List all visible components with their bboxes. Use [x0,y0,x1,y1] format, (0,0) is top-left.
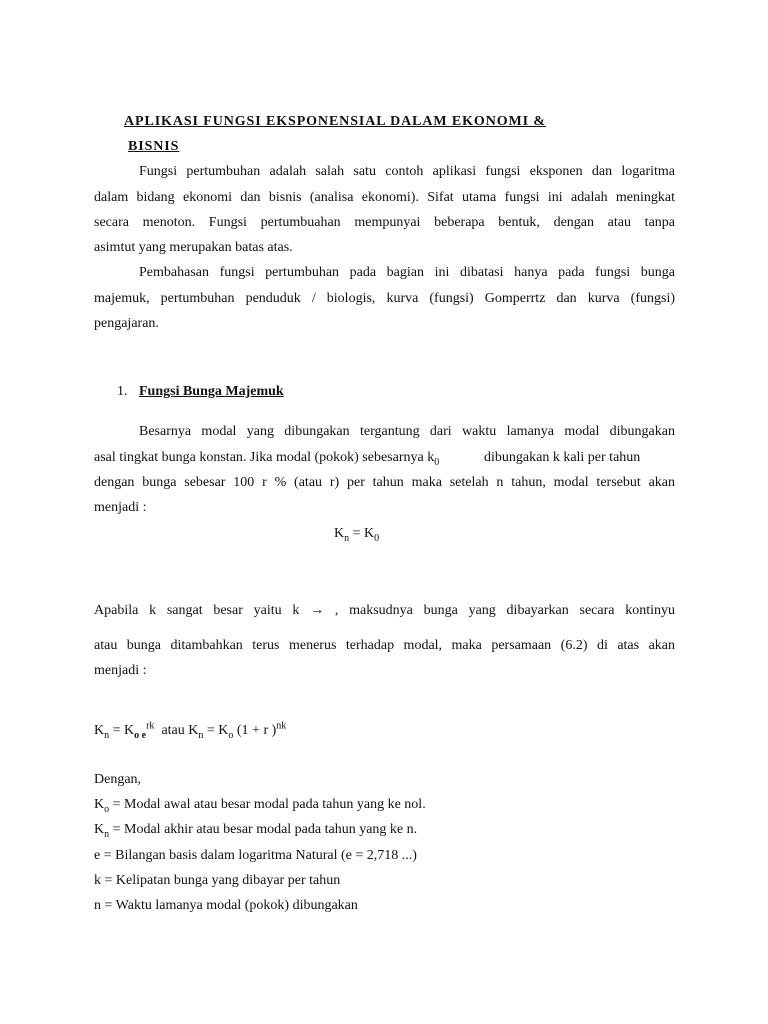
intro-p1-line2: dalam bidang ekonomi dan bisnis (analisa ekonomi). Sifat utama fungsi ini adalah meningkat [94,190,675,205]
intro-p1-line3: secara menoton. Fungsi pertumbuahan mempunyai beberapa bentuk, dengan atau tanpa [94,215,675,230]
def-n-sym: n [94,898,101,913]
section-p1-line2b: dibungakan k kali per tahun [484,450,641,465]
def-kn-text: = Modal akhir atau besar modal pada tahun yang ke n. [109,822,418,837]
def-k0-sub: o [104,803,110,815]
def-k-sym: k [94,873,101,888]
def-k-text: = Kelipatan bunga yang dibayar per tahun [101,873,341,888]
intro-p2-line1: Pembahasan fungsi pertumbuhan pada bagian ini dibatasi hanya pada fungsi bunga [139,265,675,280]
section-p1-line2-text: asal tingkat bunga konstan. Jika modal (pokok) sebesarnya k [94,450,435,465]
formula2-a-sub: n [104,729,110,741]
def-k0-sym: K [94,797,105,812]
section-p2-line1: Apabila k sangat besar yaitu k → , maksudnya bunga yang dibayarkan secara kontinyu [94,603,675,618]
section-p1-line2a [94,449,439,467]
def-e-sym: e [94,848,101,863]
def-kn-sym: K [94,822,105,837]
formula1-lhs: K [334,526,345,541]
formula2-e-sup: nk [276,720,287,732]
k0-subscript: 0 [434,456,440,468]
dengan-label: Dengan, [94,772,142,787]
section-p2-line2: atau bunga ditambahkan terus menerus terhadap modal, maka persamaan (6.2) di atas akan [94,638,675,653]
formula1-eq: = K [349,526,375,541]
formula1-rhs-sub: 0 [374,532,380,544]
def-k0-text: = Modal awal atau besar modal pada tahun yang ke nol. [109,797,426,812]
def-kn [94,821,417,839]
formula2-b-sup: rk [146,720,155,732]
def-kn-sub: n [104,828,110,840]
intro-p2-line3: pengajaran. [94,316,159,331]
formula1-lhs-sub: n [344,532,350,544]
intro-p2-line2: majemuk, pertumbuhan penduduk / biologis, kurva (fungsi) Gomperrtz dan kurva (fungsi) [94,291,675,306]
def-k [94,872,340,890]
def-e [94,847,417,865]
section-p1-line4: menjadi : [94,500,147,515]
formula2-e: (1 + r ) [233,723,277,738]
intro-p1-line1: Fungsi pertumbuhan adalah salah satu contoh aplikasi fungsi eksponen dan logaritma [139,164,675,179]
section-heading: Fungsi Bunga Majemuk [139,384,284,399]
formula2-c-sub: n [198,729,204,741]
section-p1-line1: Besarnya modal yang dibungakan tergantung dari waktu lamanya modal dibungakan [139,424,675,439]
doc-title-line2: BISNIS [128,139,180,154]
formula-continuous [94,722,286,740]
def-k0 [94,796,426,814]
formula2-d: = K [203,723,229,738]
formula2-b-sub: o e [134,729,147,741]
formula2-b: = K [109,723,135,738]
formula2-d-sub: o [228,729,234,741]
def-n [94,897,358,915]
section-p1-line3: dengan bunga sebesar 100 r % (atau r) per tahun maka setelah n tahun, modal tersebut akan [94,475,675,490]
section-number: 1. [117,384,128,399]
formula2-c: atau K [154,723,199,738]
formula-kn-eq-k0 [334,525,379,543]
intro-p1-line4: asimtut yang merupakan batas atas. [94,240,293,255]
def-n-text: = Waktu lamanya modal (pokok) dibungakan [101,898,358,913]
section-p2-line3: menjadi : [94,663,147,678]
formula2-a: K [94,723,105,738]
doc-title-line1: APLIKASI FUNGSI EKSPONENSIAL DALAM EKONOMI & [124,114,546,129]
def-e-text: = Bilangan basis dalam logaritma Natural (e = 2,718 ...) [100,848,417,863]
